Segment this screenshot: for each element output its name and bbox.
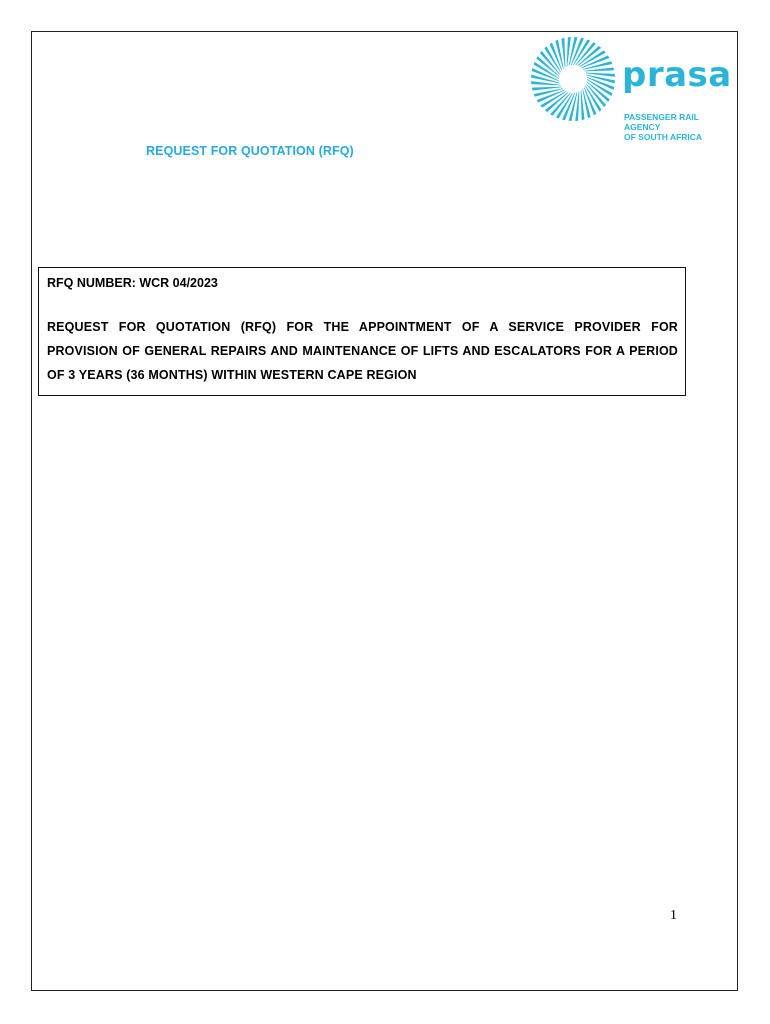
page-title: REQUEST FOR QUOTATION (RFQ)	[146, 144, 354, 158]
rfq-details-box	[38, 267, 686, 396]
logo-wordmark: prasa	[622, 55, 732, 95]
page-number: 1	[670, 908, 677, 923]
prasa-logo-emblem-icon	[530, 36, 616, 122]
rfq-number: RFQ NUMBER: WCR 04/2023	[47, 276, 218, 290]
rfq-description: REQUEST FOR QUOTATION (RFQ) FOR THE APPOINTMENT OF A SERVICE PROVIDER FOR PROVISION OF GENERAL REPAIRS AND MAINTENANCE OF LIFTS AND ESCALATORS FOR A PERIOD OF 3 YEARS (36 MONTHS) WITHIN WESTERN CAPE REGION	[47, 320, 678, 382]
prasa-logo	[530, 36, 730, 140]
page-border	[31, 31, 738, 991]
logo-tagline: PASSENGER RAIL AGENCY OF SOUTH AFRICA	[624, 112, 703, 142]
